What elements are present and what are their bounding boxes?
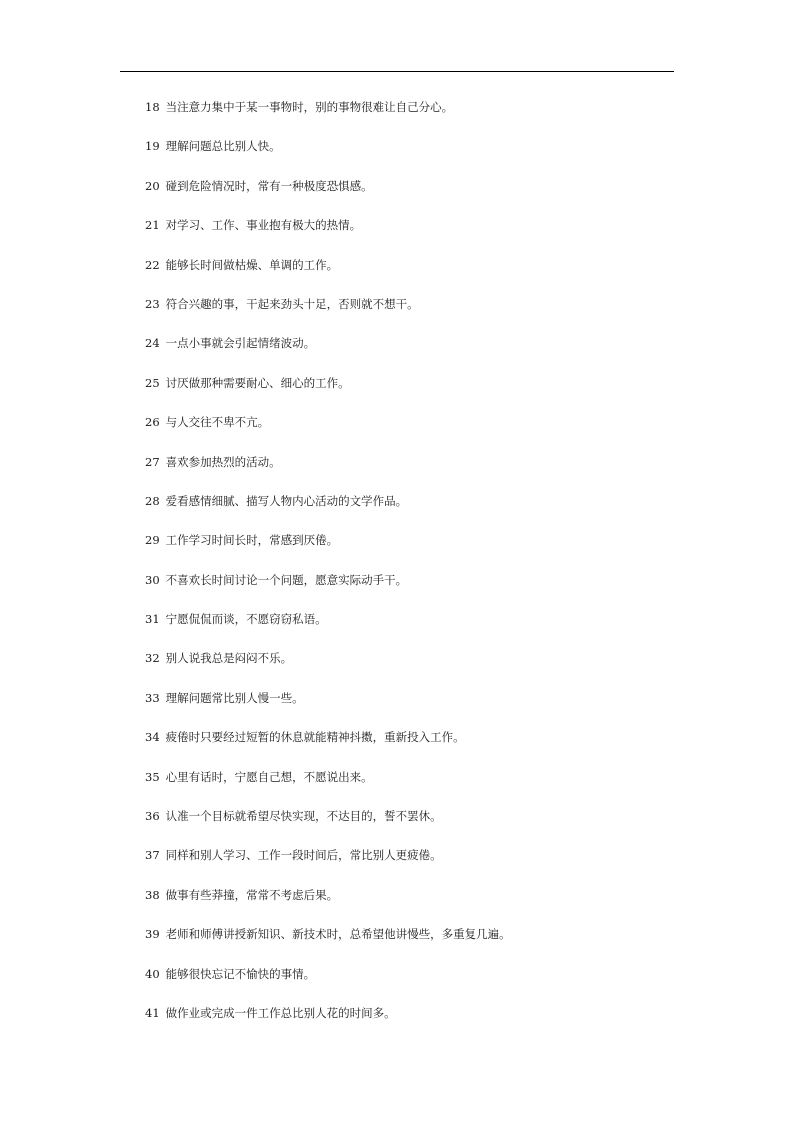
item-text: 理解问题常比别人慢一些。	[165, 690, 304, 705]
item-number: 28	[145, 493, 160, 508]
item-number: 33	[145, 690, 160, 705]
item-number: 29	[145, 533, 160, 548]
item-text: 别人说我总是闷闷不乐。	[165, 651, 293, 666]
questionnaire-item	[145, 255, 511, 294]
questionnaire-item	[145, 648, 511, 687]
item-text: 当注意力集中于某一事物时，别的事物很难让自己分心。	[165, 100, 454, 114]
questionnaire-item	[145, 530, 511, 569]
questionnaire-item	[145, 609, 511, 648]
questionnaire-item	[145, 333, 511, 372]
questionnaire-item	[145, 373, 511, 412]
item-number: 31	[145, 612, 160, 627]
item-text: 同样和别人学习、工作一段时间后，常比别人更疲倦。	[165, 848, 442, 863]
questionnaire-item	[145, 294, 511, 333]
item-number: 25	[145, 375, 160, 390]
item-number: 19	[145, 139, 160, 154]
questionnaire-item	[145, 767, 511, 806]
item-number: 36	[145, 809, 160, 824]
item-text: 碰到危险情况时，常有一种极度恐惧感。	[165, 178, 373, 193]
item-number: 26	[145, 415, 160, 430]
item-number: 41	[145, 1005, 160, 1020]
item-number: 27	[145, 454, 160, 469]
item-number: 23	[145, 296, 160, 311]
item-number: 37	[145, 848, 160, 863]
item-number: 39	[145, 927, 160, 942]
item-text: 心里有话时，宁愿自己想，不愿说出来。	[165, 769, 373, 784]
item-number: 30	[145, 572, 160, 587]
item-number: 24	[145, 336, 160, 351]
item-number: 20	[145, 178, 160, 193]
questionnaire-item	[145, 97, 511, 136]
item-text: 工作学习时间长时，常感到厌倦。	[165, 533, 339, 548]
item-text: 做事有些莽撞，常常不考虑后果。	[165, 887, 339, 902]
item-text: 对学习、工作、事业抱有极大的热情。	[165, 218, 362, 233]
questionnaire-item	[145, 215, 511, 254]
item-number: 22	[145, 257, 160, 272]
item-text: 理解问题总比别人快。	[165, 139, 281, 154]
item-text: 做作业或完成一件工作总比别人花的时间多。	[165, 1005, 396, 1020]
item-number: 34	[145, 730, 160, 745]
item-number: 21	[145, 218, 160, 233]
questionnaire-item	[145, 845, 511, 884]
questionnaire-item	[145, 885, 511, 924]
item-text: 能够很快忘记不愉快的事情。	[165, 966, 316, 981]
item-text: 疲倦时只要经过短暂的休息就能精神抖擞，重新投入工作。	[165, 730, 465, 745]
questionnaire-item	[145, 452, 511, 491]
item-text: 不喜欢长时间讨论一个问题，愿意实际动手干。	[165, 572, 408, 587]
questionnaire-item	[145, 176, 511, 215]
item-text: 宁愿侃侃而谈，不愿窃窃私语。	[165, 612, 327, 627]
item-text: 与人交往不卑不亢。	[165, 415, 270, 430]
item-number: 40	[145, 966, 160, 981]
item-number: 18	[145, 100, 160, 114]
questionnaire-item	[145, 136, 511, 175]
item-text: 爱看感情细腻、描写人物内心活动的文学作品。	[165, 493, 408, 508]
item-number: 35	[145, 769, 160, 784]
questionnaire-item	[145, 1003, 511, 1042]
questionnaire-item-list	[145, 97, 511, 1042]
item-text: 符合兴趣的事，干起来劲头十足，否则就不想干。	[165, 296, 419, 311]
item-text: 老师和师傅讲授新知识、新技术时，总希望他讲慢些，多重复几遍。	[165, 927, 511, 942]
item-text: 认准一个目标就希望尽快实现，不达目的，誓不罢休。	[165, 809, 442, 824]
header-rule	[120, 71, 674, 72]
questionnaire-item	[145, 924, 511, 963]
questionnaire-item	[145, 964, 511, 1003]
questionnaire-item	[145, 806, 511, 845]
item-text: 能够长时间做枯燥、单调的工作。	[165, 257, 339, 272]
questionnaire-item	[145, 412, 511, 451]
item-text: 一点小事就会引起情绪波动。	[165, 336, 316, 351]
questionnaire-item	[145, 570, 511, 609]
questionnaire-item	[145, 491, 511, 530]
item-text: 讨厌做那种需要耐心、细心的工作。	[165, 375, 350, 390]
item-number: 32	[145, 651, 160, 666]
questionnaire-item	[145, 727, 511, 766]
item-text: 喜欢参加热烈的活动。	[165, 454, 281, 469]
questionnaire-item	[145, 688, 511, 727]
item-number: 38	[145, 887, 160, 902]
